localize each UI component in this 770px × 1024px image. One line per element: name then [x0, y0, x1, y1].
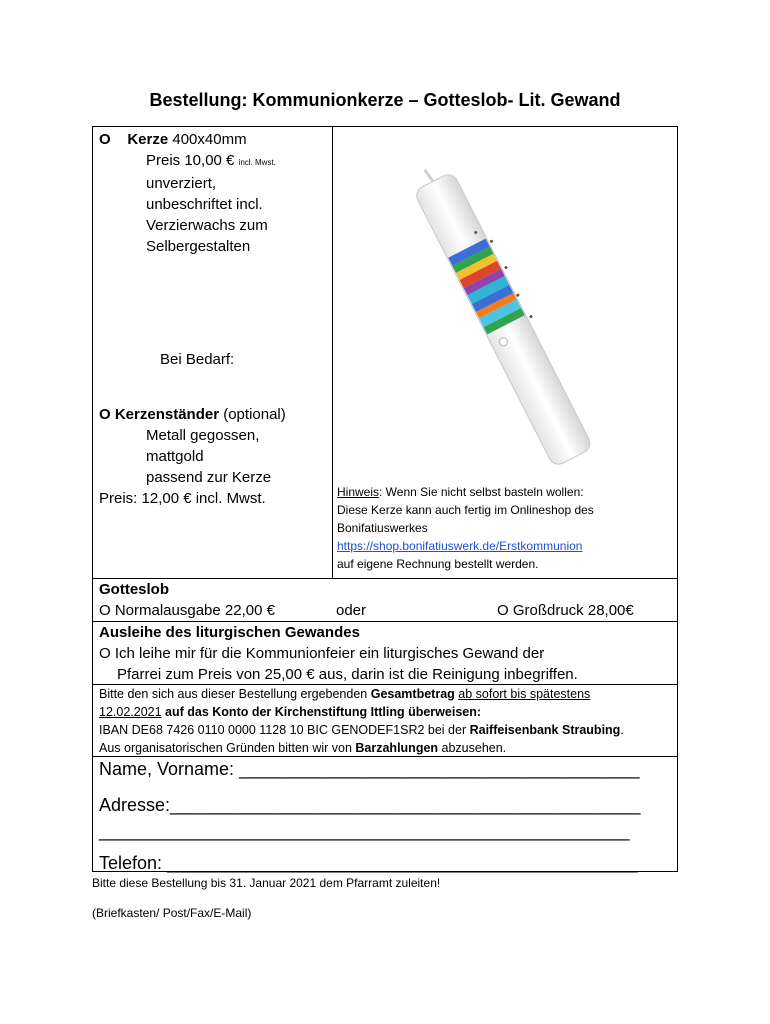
- staender-optional: (optional): [223, 406, 286, 423]
- order-table: [92, 126, 678, 872]
- page-title: Bestellung: Kommunionkerze – Gotteslob- Lit. Gewand: [149, 90, 621, 110]
- gewand-heading: Ausleihe des liturgischen Gewandes: [99, 624, 360, 641]
- phone-field[interactable]: Telefon: _______________________________________________: [99, 853, 638, 873]
- shop-link[interactable]: https://shop.bonifatiuswerk.de/Erstkommunion: [337, 539, 583, 553]
- name-field[interactable]: Name, Vorname: ________________________________________: [99, 759, 640, 779]
- payment-cash-1: Aus organisatorischen Gründen bitten wir von: [99, 741, 356, 755]
- staender-line-1: Metall gegossen,: [146, 427, 260, 444]
- bedarf-label: Bei Bedarf:: [160, 351, 235, 368]
- payment-cash-2: abzusehen.: [438, 741, 507, 755]
- kerze-section: [99, 129, 329, 257]
- payment-date: 12.02.2021: [99, 705, 162, 719]
- candle-image: [341, 145, 671, 485]
- gotteslob-section: [93, 579, 677, 621]
- staender-section: [99, 404, 329, 509]
- gotteslob-or: oder: [336, 602, 367, 619]
- gewand-option[interactable]: O Ich leihe mir für die Kommunionfeier ein liturgisches Gewand der: [99, 645, 545, 662]
- address-field[interactable]: Adresse:_______________________________________________: [99, 795, 641, 815]
- payment-deadline-prefix: ab sofort bis spätestens: [458, 687, 591, 701]
- hinweis-line-2: Diese Kerze kann auch fertig im Onlineshop des: [337, 503, 594, 517]
- kerze-name: Kerze: [127, 131, 169, 148]
- payment-iban: IBAN DE68 7426 0110 0000 1128 10 BIC GENODEF1SR2 bei der: [99, 723, 470, 737]
- hinweis-line-4: auf eigene Rechnung bestellt werden.: [337, 557, 539, 571]
- payment-gesamtbetrag: Gesamtbetrag: [370, 687, 455, 701]
- hinweis-line-3: Bonifatiuswerkes: [337, 521, 428, 535]
- payment-konto: auf das Konto der Kirchenstiftung Ittling überweisen:: [161, 705, 482, 719]
- kerze-price-note: incl. Mwst.: [238, 158, 276, 167]
- kerze-desc-1: unverziert,: [146, 175, 217, 192]
- footer-deadline: Bitte diese Bestellung bis 31. Januar 2021 dem Pfarramt zuleiten!: [92, 876, 441, 890]
- hinweis-line-1: : Wenn Sie nicht selbst basteln wollen:: [379, 485, 584, 499]
- staender-line-3: passend zur Kerze: [146, 469, 272, 486]
- staender-marker[interactable]: O: [99, 406, 111, 423]
- kerze-marker[interactable]: O: [99, 131, 111, 148]
- gewand-section: [93, 622, 677, 685]
- column-divider: [332, 127, 333, 578]
- payment-section: Bitte den sich aus dieser Bestellung ergebenden Gesamtbetrag ab sofort bis spätestens 12.02.2021 auf das Konto der Kirchenstiftung Ittling überweisen: IBAN DE68 7426 0110 0000 1128 10 BIC GENODEF1SR2 bei der Raiffeisenbank Straubing. Aus organisatorischen Gründen bitten wir von Barzahlungen abzusehen.: [99, 687, 624, 755]
- kerze-desc-4: Selbergestalten: [146, 238, 251, 255]
- kerze-price: Preis 10,00 €: [146, 152, 235, 169]
- hinweis-label: Hinweis: [337, 485, 380, 499]
- payment-cash-bold: Barzahlungen: [355, 741, 439, 755]
- gotteslob-option-gross[interactable]: O Großdruck 28,00€: [497, 602, 634, 619]
- kerze-size: 400x40mm: [172, 131, 247, 148]
- gewand-line-2: Pfarrei zum Preis von 25,00 € aus, darin ist die Reinigung inbegriffen.: [117, 666, 578, 683]
- payment-text-1: Bitte den sich aus dieser Bestellung ergebenden: [99, 687, 371, 701]
- kerze-desc-3: Verzierwachs zum: [146, 217, 268, 234]
- gotteslob-option-normal[interactable]: O Normalausgabe 22,00 €: [99, 602, 275, 619]
- footer-channels: (Briefkasten/ Post/Fax/E-Mail): [92, 906, 252, 920]
- address-field-2[interactable]: _____________________________________________________: [99, 821, 630, 841]
- payment-bank: Raiffeisenbank Straubing: [469, 723, 621, 737]
- hinweis-box: [337, 483, 673, 573]
- staender-line-2: mattgold: [146, 448, 204, 465]
- staender-name: Kerzenständer: [114, 406, 220, 423]
- kerze-desc-2: unbeschriftet incl.: [146, 196, 263, 213]
- gotteslob-heading: Gotteslob: [99, 581, 169, 598]
- staender-price: Preis: 12,00 € incl. Mwst.: [99, 490, 266, 507]
